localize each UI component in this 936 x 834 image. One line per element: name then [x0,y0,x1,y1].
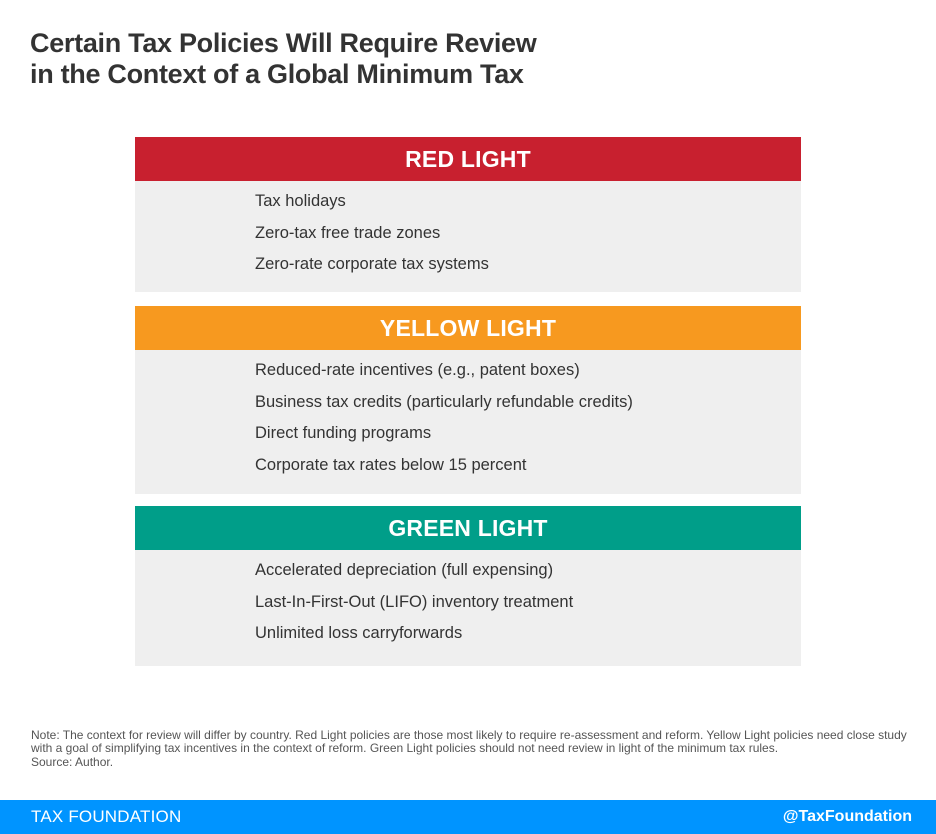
green-light-list [255,555,801,650]
list-item: Unlimited loss carryforwards [255,624,463,643]
source-text: Source: Author. [31,754,114,769]
list-item: Reduced-rate incentives (e.g., patent boxes) [255,361,580,379]
red-light-heading: RED LIGHT [135,137,801,181]
chart-title-line-1: Certain Tax Policies Will Require Review [30,28,537,58]
yellow-light-list [255,355,801,482]
note-text: Note: The context for review will differ by country. Red Light policies are those most likely to require re-assessment and reform. Yellow Light policies need close study with a goal of simplifying tax incentives in the context of reform. Green Light policies should not need review in light of the minimum tax rules. [31,728,907,756]
list-item: Last-In-First-Out (LIFO) inventory treatment [255,592,574,611]
green-light-heading: GREEN LIGHT [135,506,801,550]
chart-title [30,28,850,90]
green-light-list-container [135,550,801,666]
green-light-panel [135,506,801,666]
yellow-light-panel [135,306,801,494]
red-light-list [255,186,801,281]
list-item: Business tax credits (particularly refundable credits) [255,392,633,411]
list-item: Zero-rate corporate tax systems [255,255,489,274]
list-item: Zero-tax free trade zones [255,223,441,242]
red-light-list-container [135,181,801,292]
list-item: Accelerated depreciation (full expensing) [255,561,554,579]
brand-name[interactable]: TAX FOUNDATION [31,807,182,826]
list-item: Corporate tax rates below 15 percent [255,456,527,475]
chart-title-line-2: in the Context of a Global Minimum Tax [30,59,524,89]
red-light-panel [135,137,801,292]
yellow-light-list-container [135,350,801,494]
list-item: Direct funding programs [255,424,432,443]
twitter-handle[interactable]: @TaxFoundation [782,808,912,825]
yellow-light-heading: YELLOW LIGHT [135,306,801,350]
footer-bar [0,800,936,834]
footnote [31,729,911,769]
list-item: Tax holidays [255,192,346,210]
